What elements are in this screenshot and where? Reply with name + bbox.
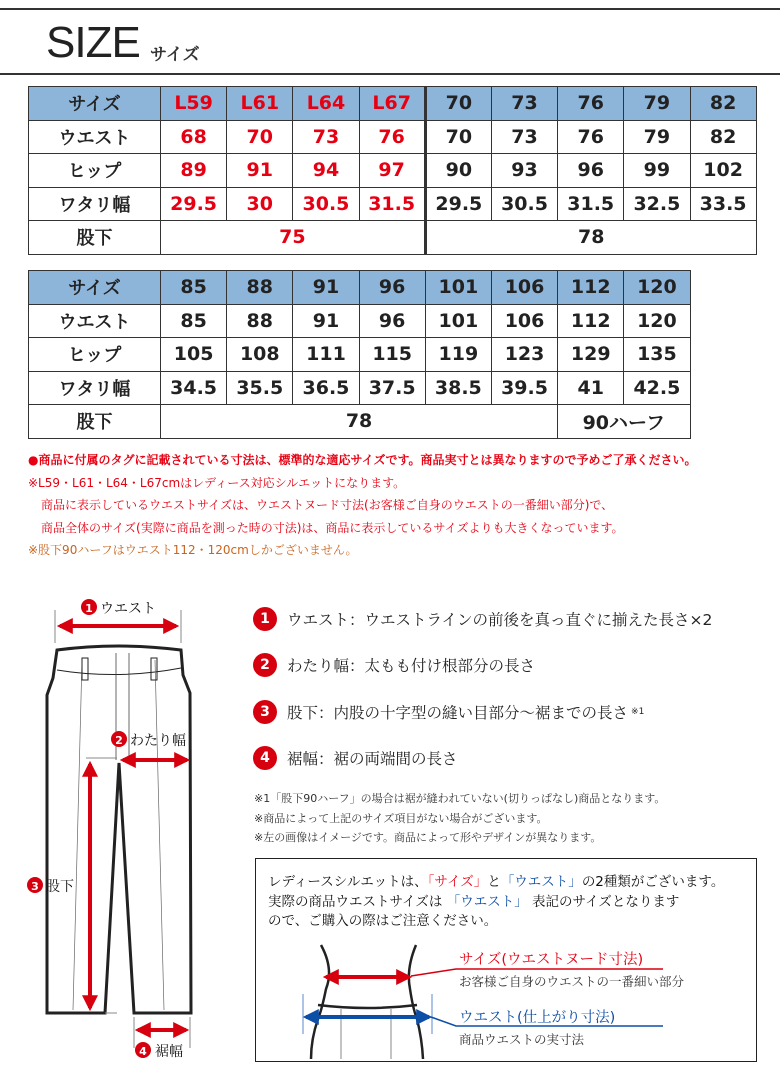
number-badge-icon: 4 bbox=[253, 746, 277, 770]
table-cell: 96 bbox=[359, 304, 425, 338]
svg-text:2: 2 bbox=[115, 734, 123, 747]
size-header-cell: 91 bbox=[293, 271, 359, 305]
inseam-cell: 90ハーフ bbox=[558, 405, 690, 439]
size-header-cell: L59 bbox=[161, 87, 227, 121]
table-cell: 105 bbox=[161, 338, 227, 372]
size-header-cell: 79 bbox=[624, 87, 690, 121]
svg-text:股下: 股下 bbox=[46, 879, 74, 895]
table-cell: 30.5 bbox=[293, 187, 359, 221]
row-label: ウエスト bbox=[29, 120, 161, 154]
table-cell: 89 bbox=[161, 154, 227, 188]
row-label: ヒップ bbox=[29, 338, 161, 372]
text: 「ウエスト」 bbox=[446, 893, 528, 910]
table-cell: 96 bbox=[558, 154, 624, 188]
table-cell: 76 bbox=[359, 120, 425, 154]
row-label: ワタリ幅 bbox=[29, 187, 161, 221]
table-row bbox=[29, 405, 691, 439]
table-cell: 101 bbox=[425, 304, 491, 338]
size-header-cell: 120 bbox=[624, 271, 690, 305]
table-row bbox=[29, 87, 757, 121]
table-cell: 115 bbox=[359, 338, 425, 372]
table-cell: 73 bbox=[293, 120, 359, 154]
table-cell: 73 bbox=[491, 120, 557, 154]
row-label: ワタリ幅 bbox=[29, 371, 161, 405]
table-cell: 29.5 bbox=[161, 187, 227, 221]
measure-footnote: ※1 bbox=[631, 707, 645, 717]
measure-term: ウエスト bbox=[287, 611, 350, 629]
table-cell: 108 bbox=[227, 338, 293, 372]
measure-item bbox=[253, 653, 535, 677]
measure-item bbox=[253, 746, 458, 770]
size-table-2 bbox=[28, 270, 691, 439]
table-cell: 42.5 bbox=[624, 371, 690, 405]
note-half: ※股下90ハーフはウエスト112・120cmしかございません。 bbox=[28, 543, 358, 557]
table-cell: 33.5 bbox=[690, 187, 756, 221]
table-cell: 76 bbox=[558, 120, 624, 154]
size-sublabel: お客様ご自身のウエストの一番細い部分 bbox=[459, 974, 685, 989]
table-row bbox=[29, 304, 691, 338]
size-header-cell: 106 bbox=[491, 271, 557, 305]
table-cell: 38.5 bbox=[425, 371, 491, 405]
table-cell: 97 bbox=[359, 154, 425, 188]
table-cell: 35.5 bbox=[227, 371, 293, 405]
page-subtitle: サイズ bbox=[150, 45, 200, 65]
size-header-cell: 96 bbox=[359, 271, 425, 305]
table-cell: 112 bbox=[558, 304, 624, 338]
table-cell: 31.5 bbox=[359, 187, 425, 221]
measure-term: 股下 bbox=[287, 704, 319, 722]
row-label: 股下 bbox=[29, 221, 161, 255]
note-waist: 商品に表示しているウエストサイズは、ウエストヌード寸法(お客様ご自身のウエストの一番細い部分)で、 bbox=[41, 498, 614, 512]
size-header-cell: 76 bbox=[558, 87, 624, 121]
table-cell: 37.5 bbox=[359, 371, 425, 405]
text: 「ウエスト」 bbox=[500, 874, 582, 890]
top-rule bbox=[0, 8, 780, 10]
size-header-cell: L61 bbox=[227, 87, 293, 121]
svg-text:わたり幅: わたり幅 bbox=[130, 733, 186, 749]
page-title: SIZE bbox=[46, 18, 140, 67]
size-table-1 bbox=[28, 86, 757, 255]
row-label: ヒップ bbox=[29, 154, 161, 188]
waist-label: ウエスト(仕上がり寸法) bbox=[459, 1010, 616, 1026]
number-badge-icon: 2 bbox=[253, 653, 277, 677]
svg-text:裾幅: 裾幅 bbox=[155, 1044, 183, 1060]
text: レディースシルエットは、 bbox=[268, 874, 428, 890]
table-row bbox=[29, 221, 757, 255]
measure-term: 裾幅 bbox=[287, 750, 319, 768]
size-header-cell: 88 bbox=[227, 271, 293, 305]
number-badge-icon: 1 bbox=[253, 607, 277, 631]
measure-term: わたり幅 bbox=[287, 657, 350, 675]
table-cell: 91 bbox=[293, 304, 359, 338]
table-row bbox=[29, 187, 757, 221]
measure-desc: ：裾の両端間の長さ bbox=[318, 750, 458, 768]
size-label: サイズ(ウエストヌード寸法) bbox=[459, 952, 644, 968]
table-cell: 119 bbox=[425, 338, 491, 372]
table-cell: 135 bbox=[624, 338, 690, 372]
ladies-silhouette-box bbox=[255, 858, 757, 1062]
text: と bbox=[487, 874, 501, 890]
table-cell: 102 bbox=[690, 154, 756, 188]
table-cell: 68 bbox=[161, 120, 227, 154]
table-cell: 91 bbox=[227, 154, 293, 188]
table-cell: 94 bbox=[293, 154, 359, 188]
row-label: サイズ bbox=[29, 271, 161, 305]
table-cell: 30.5 bbox=[491, 187, 557, 221]
note-ladies: ※L59・L61・L64・L67cmはレディース対応シルエットになります。 bbox=[28, 475, 406, 490]
row-label: 股下 bbox=[29, 405, 161, 439]
row-label: ウエスト bbox=[29, 304, 161, 338]
size-header-cell: 73 bbox=[491, 87, 557, 121]
text: 実際の商品ウエストサイズは bbox=[268, 893, 447, 910]
table-cell: 88 bbox=[227, 304, 293, 338]
number-badge-icon: 3 bbox=[253, 700, 277, 724]
table-cell: 31.5 bbox=[558, 187, 624, 221]
inseam-cell: 75 bbox=[161, 221, 426, 255]
table-row bbox=[29, 338, 691, 372]
table-row bbox=[29, 154, 757, 188]
table-cell: 106 bbox=[491, 304, 557, 338]
size-header-cell: 112 bbox=[558, 271, 624, 305]
table-cell: 70 bbox=[227, 120, 293, 154]
svg-text:4: 4 bbox=[139, 1045, 147, 1058]
size-notes bbox=[28, 449, 697, 562]
measure-item bbox=[253, 607, 712, 631]
svg-text:ウエスト: ウエスト bbox=[100, 601, 156, 617]
svg-text:1: 1 bbox=[85, 602, 93, 615]
text: の2種類がございます。 bbox=[581, 874, 725, 890]
size-header-cell: L64 bbox=[293, 87, 359, 121]
size-header-cell: 70 bbox=[425, 87, 491, 121]
table-row bbox=[29, 120, 757, 154]
table-cell: 93 bbox=[491, 154, 557, 188]
size-header-cell: 82 bbox=[690, 87, 756, 121]
size-header-cell: 101 bbox=[425, 271, 491, 305]
note-2: ※商品によって上記のサイズ項目がない場合がございます。 bbox=[254, 811, 548, 825]
row-label: サイズ bbox=[29, 87, 161, 121]
table-cell: 41 bbox=[558, 371, 624, 405]
table-cell: 123 bbox=[491, 338, 557, 372]
title-rule bbox=[0, 73, 780, 75]
text: 「サイズ」 bbox=[427, 874, 488, 890]
note-overall: 商品全体のサイズ(実際に商品を測った時の寸法)は、商品に表示しているサイズよりも大きくなっています。 bbox=[41, 520, 624, 535]
table-cell: 32.5 bbox=[624, 187, 690, 221]
table-row bbox=[29, 271, 691, 305]
measure-item bbox=[253, 700, 644, 724]
inseam-cell: 78 bbox=[425, 221, 756, 255]
table-cell: 36.5 bbox=[293, 371, 359, 405]
note-3: ※左の画像はイメージです。商品によって形やデザインが異なります。 bbox=[254, 831, 602, 844]
table-cell: 34.5 bbox=[161, 371, 227, 405]
table-cell: 70 bbox=[425, 120, 491, 154]
text: 表記のサイズとなります bbox=[527, 893, 680, 910]
table-cell: 85 bbox=[161, 304, 227, 338]
text: ので、ご購入の際はご注意ください。 bbox=[268, 913, 498, 929]
table-cell: 120 bbox=[624, 304, 690, 338]
measure-desc: ：ウエストラインの前後を真っ直ぐに揃えた長さ×2 bbox=[349, 611, 713, 629]
table-cell: 39.5 bbox=[491, 371, 557, 405]
table-row bbox=[29, 371, 691, 405]
table-cell: 29.5 bbox=[425, 187, 491, 221]
pants-diagram bbox=[20, 590, 240, 1070]
table-cell: 90 bbox=[425, 154, 491, 188]
table-cell: 111 bbox=[293, 338, 359, 372]
table-cell: 129 bbox=[558, 338, 624, 372]
table-cell: 82 bbox=[690, 120, 756, 154]
note-tag: ●商品に付属のタグに記載されている寸法は、標準的な適応サイズです。商品実寸とは異なりますので予めご了承ください。 bbox=[28, 453, 697, 467]
table-cell: 30 bbox=[227, 187, 293, 221]
note-1: ※1「股下90ハーフ」の場合は裾が縫われていない(切りっぱなし)商品となります。 bbox=[254, 792, 666, 805]
measure-desc: ：内股の十字型の縫い目部分〜裾までの長さ bbox=[318, 704, 629, 722]
waist-sublabel: 商品ウエストの実寸法 bbox=[459, 1032, 585, 1047]
svg-text:3: 3 bbox=[31, 880, 39, 893]
size-header-cell: L67 bbox=[359, 87, 425, 121]
table-cell: 79 bbox=[624, 120, 690, 154]
measure-desc: ：太もも付け根部分の長さ bbox=[349, 657, 536, 675]
table-cell: 99 bbox=[624, 154, 690, 188]
inseam-cell: 78 bbox=[161, 405, 558, 439]
size-header-cell: 85 bbox=[161, 271, 227, 305]
measure-notes bbox=[254, 789, 665, 848]
